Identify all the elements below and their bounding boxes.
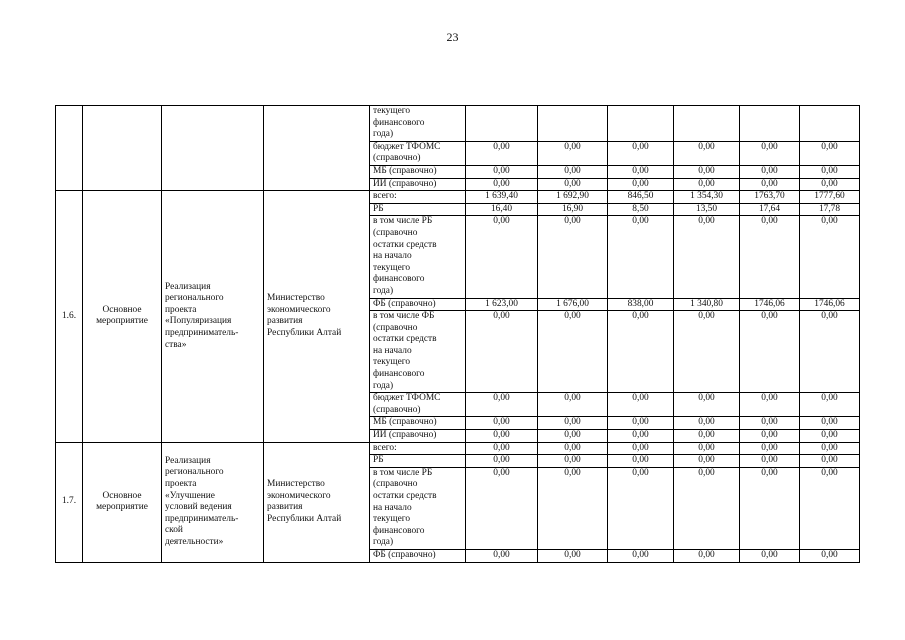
funding-source: всего: [370,442,466,455]
amount-cell: 0,00 [674,393,740,417]
table-row [56,106,860,142]
activity-type: Основное мероприятие [83,442,162,562]
funding-source: МБ (справочно) [370,417,466,430]
amount-cell: 0,00 [466,311,538,393]
funding-source: РБ [370,455,466,468]
amount-cell: 0,00 [740,430,800,443]
amount-cell: 0,00 [538,442,608,455]
amount-cell [740,106,800,142]
funding-source: ФБ (справочно) [370,298,466,311]
amount-cell: 838,00 [608,298,674,311]
amount-cell: 0,00 [800,165,860,178]
amount-cell: 0,00 [466,178,538,191]
amount-cell: 0,00 [800,549,860,562]
amount-cell: 1777,60 [800,191,860,204]
amount-cell: 0,00 [608,165,674,178]
page-number: 23 [446,30,459,44]
amount-cell: 0,00 [466,549,538,562]
amount-cell: 0,00 [674,430,740,443]
amount-cell: 0,00 [800,417,860,430]
amount-cell: 16,90 [538,203,608,216]
amount-cell: 0,00 [608,549,674,562]
activity-name: Реализация регионального проекта «Популяризация предприниматель- ства» [162,191,264,442]
activity-name: Реализация регионального проекта «Улучшение условий ведения предприниматель- ской деятельности» [162,442,264,562]
funding-source: всего: [370,191,466,204]
amount-cell: 0,00 [800,393,860,417]
amount-cell: 0,00 [608,455,674,468]
amount-cell: 0,00 [800,311,860,393]
amount-cell: 1746,06 [800,298,860,311]
amount-cell: 0,00 [800,455,860,468]
amount-cell: 0,00 [608,430,674,443]
amount-cell: 0,00 [740,311,800,393]
amount-cell: 0,00 [674,141,740,165]
amount-cell: 0,00 [740,549,800,562]
amount-cell: 0,00 [740,178,800,191]
amount-cell [800,106,860,142]
amount-cell: 0,00 [608,467,674,549]
amount-cell: 0,00 [538,430,608,443]
amount-cell: 0,00 [538,467,608,549]
funding-source: в том числе РБ (справочно остатки средств на начало текущего финансового года) [370,467,466,549]
amount-cell [538,106,608,142]
funding-source: ИИ (справочно) [370,430,466,443]
amount-cell: 0,00 [538,417,608,430]
amount-cell: 0,00 [538,549,608,562]
amount-cell: 0,00 [466,442,538,455]
amount-cell: 0,00 [800,216,860,298]
activity-type [83,106,162,191]
amount-cell: 0,00 [740,165,800,178]
funding-source: бюджет ТФОМС (справочно) [370,393,466,417]
amount-cell: 0,00 [608,216,674,298]
amount-cell: 0,00 [800,141,860,165]
amount-cell: 0,00 [466,430,538,443]
amount-cell: 0,00 [538,311,608,393]
amount-cell: 0,00 [608,141,674,165]
amount-cell: 0,00 [740,141,800,165]
amount-cell [674,106,740,142]
amount-cell: 0,00 [538,141,608,165]
activity-number: 1.6. [56,191,83,442]
amount-cell: 0,00 [740,393,800,417]
activity-number [56,106,83,191]
table-row [56,442,860,455]
amount-cell: 0,00 [538,216,608,298]
activity-name [162,106,264,191]
activity-executor [264,106,370,191]
amount-cell: 0,00 [466,216,538,298]
amount-cell: 1763,70 [740,191,800,204]
funding-source: в том числе РБ (справочно остатки средств на начало текущего финансового года) [370,216,466,298]
funding-source: РБ [370,203,466,216]
amount-cell: 0,00 [538,393,608,417]
activity-number: 1.7. [56,442,83,562]
amount-cell: 0,00 [608,417,674,430]
amount-cell: 0,00 [674,216,740,298]
amount-cell: 0,00 [466,165,538,178]
amount-cell: 1 676,00 [538,298,608,311]
amount-cell: 0,00 [674,417,740,430]
amount-cell: 0,00 [740,216,800,298]
amount-cell: 0,00 [800,178,860,191]
amount-cell: 0,00 [800,467,860,549]
funding-source: ИИ (справочно) [370,178,466,191]
funding-source: бюджет ТФОМС (справочно) [370,141,466,165]
amount-cell: 8,50 [608,203,674,216]
amount-cell: 0,00 [466,141,538,165]
funding-source: в том числе ФБ (справочно остатки средств на начало текущего финансового года) [370,311,466,393]
activity-executor: Министерство экономического развития Республики Алтай [264,191,370,442]
amount-cell [608,106,674,142]
amount-cell: 0,00 [674,455,740,468]
amount-cell: 0,00 [740,442,800,455]
amount-cell: 0,00 [740,467,800,549]
amount-cell: 0,00 [466,417,538,430]
amount-cell [466,106,538,142]
amount-cell: 13,50 [674,203,740,216]
amount-cell: 0,00 [466,393,538,417]
amount-cell: 846,50 [608,191,674,204]
amount-cell: 1 692,90 [538,191,608,204]
amount-cell: 0,00 [674,311,740,393]
budget-table [55,105,860,563]
funding-source: МБ (справочно) [370,165,466,178]
amount-cell: 16,40 [466,203,538,216]
amount-cell: 0,00 [466,455,538,468]
activity-executor: Министерство экономического развития Республики Алтай [264,442,370,562]
amount-cell: 1 639,40 [466,191,538,204]
amount-cell: 0,00 [466,467,538,549]
amount-cell: 17,64 [740,203,800,216]
funding-source: текущего финансового года) [370,106,466,142]
table-row [56,191,860,204]
amount-cell: 0,00 [538,178,608,191]
amount-cell: 0,00 [608,311,674,393]
amount-cell: 1 340,80 [674,298,740,311]
amount-cell: 0,00 [608,178,674,191]
amount-cell: 0,00 [674,165,740,178]
amount-cell: 0,00 [608,442,674,455]
amount-cell: 1 354,30 [674,191,740,204]
amount-cell: 1 623,00 [466,298,538,311]
amount-cell: 0,00 [740,455,800,468]
activity-type: Основное мероприятие [83,191,162,442]
amount-cell: 0,00 [674,178,740,191]
amount-cell: 0,00 [538,455,608,468]
budget-table-body [56,106,860,563]
amount-cell: 0,00 [800,430,860,443]
amount-cell: 0,00 [674,442,740,455]
amount-cell: 17,78 [800,203,860,216]
amount-cell: 0,00 [800,442,860,455]
amount-cell: 1746,06 [740,298,800,311]
amount-cell: 0,00 [538,165,608,178]
amount-cell: 0,00 [740,417,800,430]
amount-cell: 0,00 [608,393,674,417]
amount-cell: 0,00 [674,467,740,549]
funding-source: ФБ (справочно) [370,549,466,562]
amount-cell: 0,00 [674,549,740,562]
